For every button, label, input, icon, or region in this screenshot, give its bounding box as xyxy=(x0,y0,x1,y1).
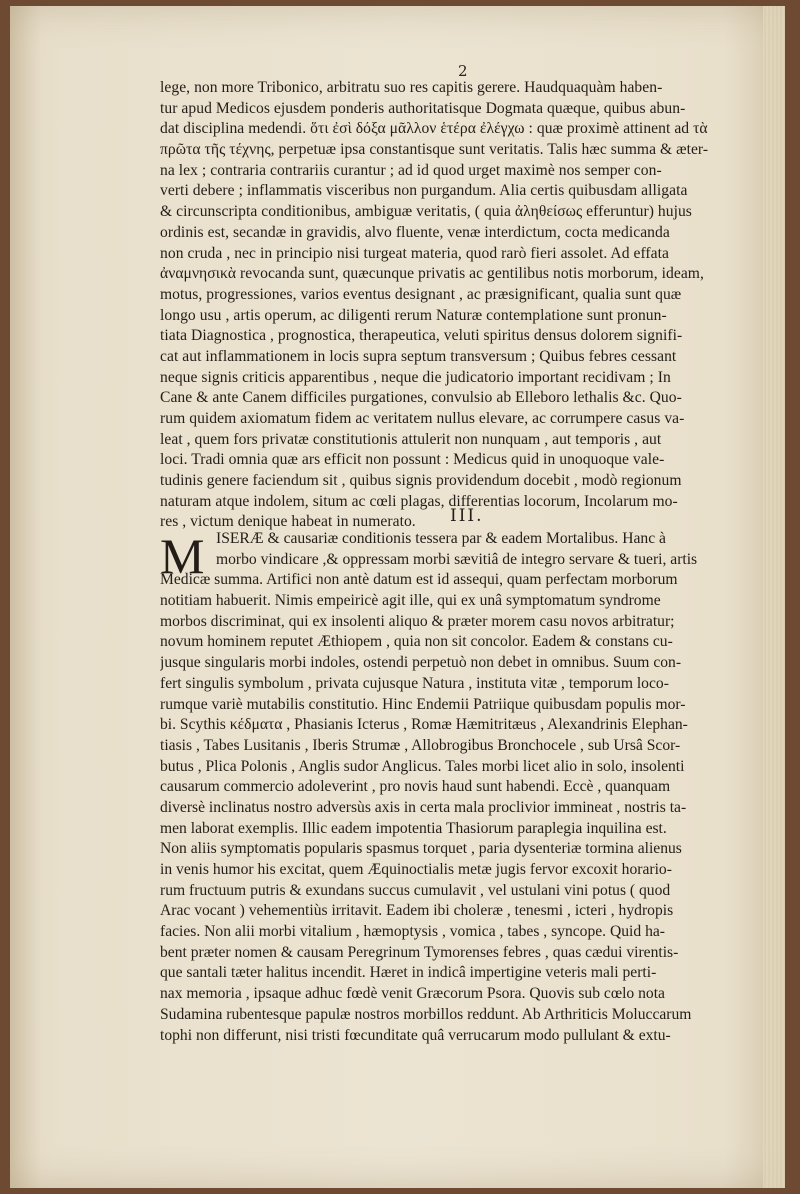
section-heading: III. xyxy=(450,506,484,526)
text-line: tiasis , Tabes Lusitanis , Iberis Strumæ , Allobrogibus Bronchocele , sub Ursâ Scor- xyxy=(160,736,681,754)
text-line: rumque variè mutabilis constitutio. Hinc Endemii Patriique quibusdam populis mor- xyxy=(160,695,686,713)
text-line: non cruda , nec in principio nisi turgeat materia, quod rarò fieri assolet. Ad effata xyxy=(160,244,670,262)
text-line: bi. Scythis κέδματα , Phasianis Icterus , Romæ Hæmitritæus , Alexandrinis Elephan- xyxy=(160,716,688,734)
text-line: ISERÆ & causariæ conditionis tessera par & eadem Mortalibus. Hanc à xyxy=(216,530,666,547)
text-line: facies. Non alii morbi vitalium , hæmoptysis , vomica , tabes , syncope. Quid ha- xyxy=(160,923,665,941)
text-line: que santali tæter halitus incendit. Hæret in indicâ impertigine veteris mali perti- xyxy=(160,964,657,982)
text-line: ἀναμνησικὰ revocanda sunt, quæcunque privatis ac gentilibus notis morborum, ideam, xyxy=(160,265,704,283)
text-line: bent præter nomen & causam Peregrinum Tymorenses febres , quas cædui virentis- xyxy=(160,943,679,961)
paragraph-1 xyxy=(160,78,780,533)
text-line: in venis humor his excitat, quem Æquinoctialis metæ jugis fervor excoxit horario- xyxy=(160,861,672,878)
text-line: & circunscripta conditionibus, ambiguæ veritatis, ( quia ἀληθείσως efferuntur) hujus xyxy=(160,203,692,221)
text-line: neque signis criticis apparentibus , neque die judicatorio important recidivam ; In xyxy=(160,368,671,386)
text-line: men laborat exemplis. Illic eadem impotentia Thasiorum paraplegia inquilina est. xyxy=(160,819,667,837)
drop-cap: M xyxy=(160,528,205,584)
text-line: na lex ; contraria contrariis curantur ; ad id quod urget maximè nos semper con- xyxy=(160,161,662,179)
text-line: novum hominem reputet Æthiopem , quia non sit concolor. Eadem & constans cu- xyxy=(160,633,673,651)
book-page xyxy=(10,6,785,1188)
text-line: butus , Plica Polonis , Anglis sudor Anglicus. Tales morbi licet alio in solo, insolenti xyxy=(160,757,685,775)
text-line: motus, progressiones, varios eventus designant , ac præsignificant, qualia sunt quæ xyxy=(160,285,682,303)
text-line: Arac vocant ) vehementiùs irritavit. Eadem ibi choleræ , tenesmi , icteri , hydropis xyxy=(160,902,674,920)
text-line: verti debere ; inflammatis visceribus non purgandum. Alia certis quibusdam alligata xyxy=(160,182,688,200)
text-line: naturam atque indolem, situm ac cœli plagas, differentias locorum, Incolarum mo- xyxy=(160,492,678,510)
text-line: Medicæ summa. Artifici non antè datum est id assequi, quam perfectam morborum xyxy=(160,571,678,589)
text-line: πρῶτα τῆς τέχνης, perpetuæ ipsa constantisque sunt veritatis. Talis hæc summa & æter- xyxy=(160,141,709,159)
text-line: loci. Tradi omnia quæ ars efficit non possunt : Medicus quid in unoquoque vale- xyxy=(160,451,665,469)
text-line: Cane & ante Canem difficiles purgationes, convulsio ab Elleboro lethalis &c. Quo- xyxy=(160,389,682,407)
section-body xyxy=(160,529,780,1046)
text-line: Sudamina rubentesque papulæ nostros morbillos reddunt. Ab Arthriticis Moluccarum xyxy=(160,1005,692,1023)
page-number: 2 xyxy=(458,62,468,80)
text-line: cat aut inflammationem in locis supra septum transversum ; Quibus febres cessant xyxy=(160,347,677,365)
text-line: lege, non more Tribonico, arbitratu suo res capitis gerere. Haudquaquàm haben- xyxy=(160,79,663,96)
text-line: notitiam habuerit. Nimis empeiricè agit ille, qui ex unâ symptomatum syndrome xyxy=(160,592,661,610)
text-line: ordinis est, secandæ in gravidis, alvo fluente, venæ interdictum, cocta medicanda xyxy=(160,223,670,241)
text-line: tur apud Medicos ejusdem ponderis authoritatisque Dogmata quæque, quibus abun- xyxy=(160,99,686,117)
text-line: rum fructuum putris & exundans succus cumulavit , vel ustulani vini potus ( quod xyxy=(160,881,671,899)
text-line: jusque singularis morbi indoles, ostendi perpetuò non debet in omnibus. Suum con- xyxy=(160,654,682,672)
text-line: res , victum denique habeat in numerato. xyxy=(160,513,416,531)
text-line: nax memoria , ipsaque adhuc fœdè venit Græcorum Psora. Quovis sub cœlo nota xyxy=(160,985,665,1003)
text-line: causarum commercio adoleverint , pro novis haud sunt habendi. Eccè , quanquam xyxy=(160,778,671,796)
text-line: morbos discriminat, qui ex insolenti aliquo & præter morem casu novos arbitratur; xyxy=(160,612,675,630)
text-line: dat disciplina medendi. ὅτι ἐσὶ δόξα μᾶλλον ἑτέρα ἐλέγχω : quæ proximè attinent ad τὰ xyxy=(160,120,708,138)
text-line: leat , quem fors privatæ constitutionis attulerit non nunquam , aut temporis , aut xyxy=(160,430,662,448)
text-line: longo usu , artis operum, ac diligenti rerum Naturæ contemplatione sunt pronun- xyxy=(160,306,667,324)
text-line: tudinis genere faciendum sit , quibus signis providendum docebit , modò regionum xyxy=(160,472,682,490)
text-line: Non aliis symptomatis popularis spasmus torquet , paria dysenteriæ tormina alienus xyxy=(160,840,682,858)
text-line: morbo vindicare ,& oppressam morbi sævitiâ de integro servare & tueri, artis xyxy=(216,550,698,568)
text-line: rum quidem axiomatum fidem ac veritatem nullus elevare, ac corrumpere casus va- xyxy=(160,410,685,427)
text-line: tophi non differunt, nisi tristi fœcunditate quâ verrucarum modo pullulant & extu- xyxy=(160,1026,671,1044)
text-line: diversè inclinatus nostro adversùs axis in certa mala proclivior immineat , nostris ta- xyxy=(160,798,687,816)
text-line: tiata Diagnostica , prognostica, therapeutica, veluti spiritus densus dolorem signifi- xyxy=(160,327,683,345)
text-line: fert singulis symbolum , privata cujusque Natura , instituta vitæ , temporum loco- xyxy=(160,674,669,692)
